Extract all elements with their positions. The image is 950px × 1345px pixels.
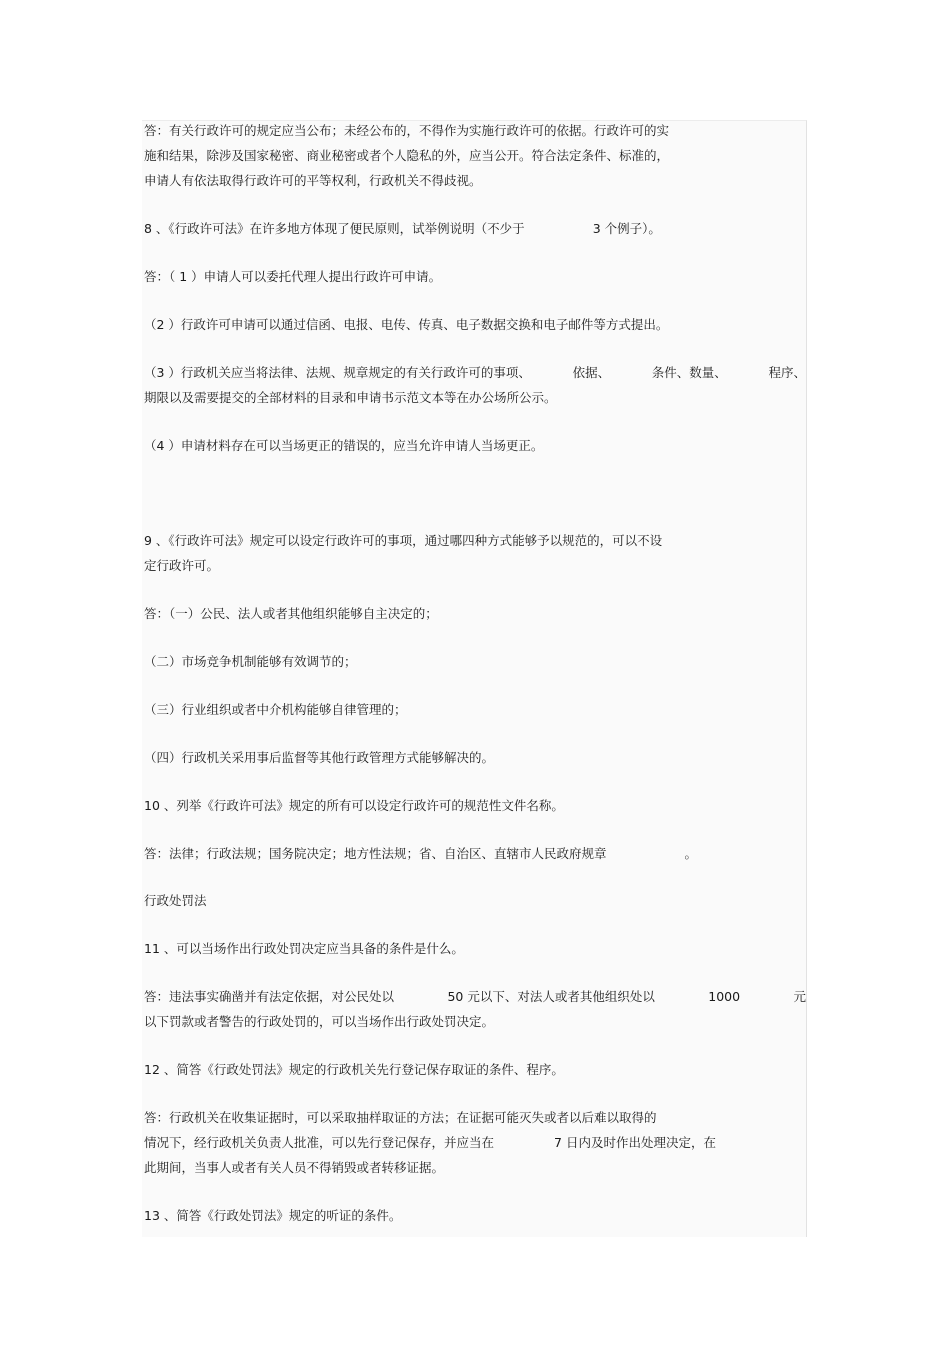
answer-12-line-2-part-a: 情况下，经行政机关负责人批准，可以先行登记保存，并应当在 (144, 1135, 495, 1150)
question-13: 13 、简答《行政处罚法》规定的听证的条件。 (144, 1208, 402, 1223)
answer-9-item-1: 答：（一）公民、法人或者其他组织能够自主决定的； (144, 606, 438, 621)
answer-10-end: 。 (684, 846, 698, 861)
answer-11-part-b: 50 元以下、对法人或者其他组织处以 (447, 989, 655, 1004)
answer-12-line-2 (144, 1130, 808, 1155)
document-body (144, 118, 808, 1228)
question-8 (144, 216, 808, 241)
answer-9-item-3: （三）行业组织或者中介机构能够自律管理的； (144, 702, 407, 717)
answer-11-line-2: 以下罚款或者警告的行政处罚的，可以当场作出行政处罚决定。 (144, 1014, 495, 1029)
question-12: 12 、简答《行政处罚法》规定的行政机关先行登记保存取证的条件、程序。 (144, 1062, 564, 1077)
question-8-text: 8 、《行政许可法》在许多地方体现了便民原则，试举例说明（不少于 (144, 221, 525, 236)
answer-12-line-3: 此期间，当事人或者有关人员不得销毁或者转移证据。 (144, 1160, 445, 1175)
question-10: 10 、列举《行政许可法》规定的所有可以设定行政许可的规范性文件名称。 (144, 798, 564, 813)
answer-8-item-3-line-2: 期限以及需要提交的全部材料的目录和申请书示范文本等在办公场所公示。 (144, 390, 557, 405)
answer-11-part-d: 元 (793, 989, 806, 1004)
answer-8-item-3-part-b: 依据、 (572, 365, 611, 380)
answer-10 (144, 841, 808, 866)
question-9-line-1: 9 、《行政许可法》规定可以设定行政许可的事项，通过哪四种方式能够予以规范的，可以不设 (144, 533, 663, 548)
section-title: 行政处罚法 (144, 893, 207, 908)
answer-8-item-3-part-d: 程序、 (768, 365, 806, 380)
answer-11-part-c: 1000 (708, 989, 741, 1004)
answer-7-line-1: 答：有关行政许可的规定应当公布；未经公布的，不得作为实施行政许可的依据。行政许可的实 (144, 123, 670, 138)
answer-8-item-4: （4 ）申请材料存在可以当场更正的错误的，应当允许申请人当场更正。 (144, 438, 544, 453)
answer-9-item-4: （四）行政机关采用事后监督等其他行政管理方式能够解决的。 (144, 750, 495, 765)
answer-8-item-3-part-a: （3 ）行政机关应当将法律、法规、规章规定的有关行政许可的事项、 (144, 365, 531, 380)
answer-10-text: 答：法律；行政法规；国务院决定；地方性法规；省、自治区、直辖市人民政府规章 (144, 846, 607, 861)
answer-11-part-a: 答：违法事实确凿并有法定依据，对公民处以 (144, 989, 395, 1004)
question-9-line-2: 定行政许可。 (144, 558, 220, 573)
answer-8-item-2: （2 ）行政许可申请可以通过信函、电报、电传、传真、电子数据交换和电子邮件等方式提出。 (144, 317, 669, 332)
answer-12-line-1: 答：行政机关在收集证据时，可以采取抽样取证的方法；在证据可能灭失或者以后难以取得的 (144, 1110, 657, 1125)
answer-7-line-3: 申请人有依法取得行政许可的平等权利，行政机关不得歧视。 (144, 173, 482, 188)
answer-12-line-2-part-b: 7 日内及时作出处理决定，在 (554, 1135, 716, 1150)
answer-8-item-3-part-c: 条件、数量、 (651, 365, 727, 380)
answer-8-item-3-line-1 (144, 360, 806, 385)
question-11: 11 、可以当场作出行政处罚决定应当具备的条件是什么。 (144, 941, 464, 956)
answer-9-item-2: （二）市场竞争机制能够有效调节的； (144, 654, 357, 669)
answer-8-item-1: 答：（ 1 ）申请人可以委托代理人提出行政许可申请。 (144, 269, 442, 284)
answer-7-line-2: 施和结果，除涉及国家秘密、商业秘密或者个人隐私的外，应当公开。符合法定条件、标准的， (144, 148, 670, 163)
answer-11-line-1 (144, 984, 806, 1009)
question-8-count: 3 个例子）。 (592, 221, 661, 236)
